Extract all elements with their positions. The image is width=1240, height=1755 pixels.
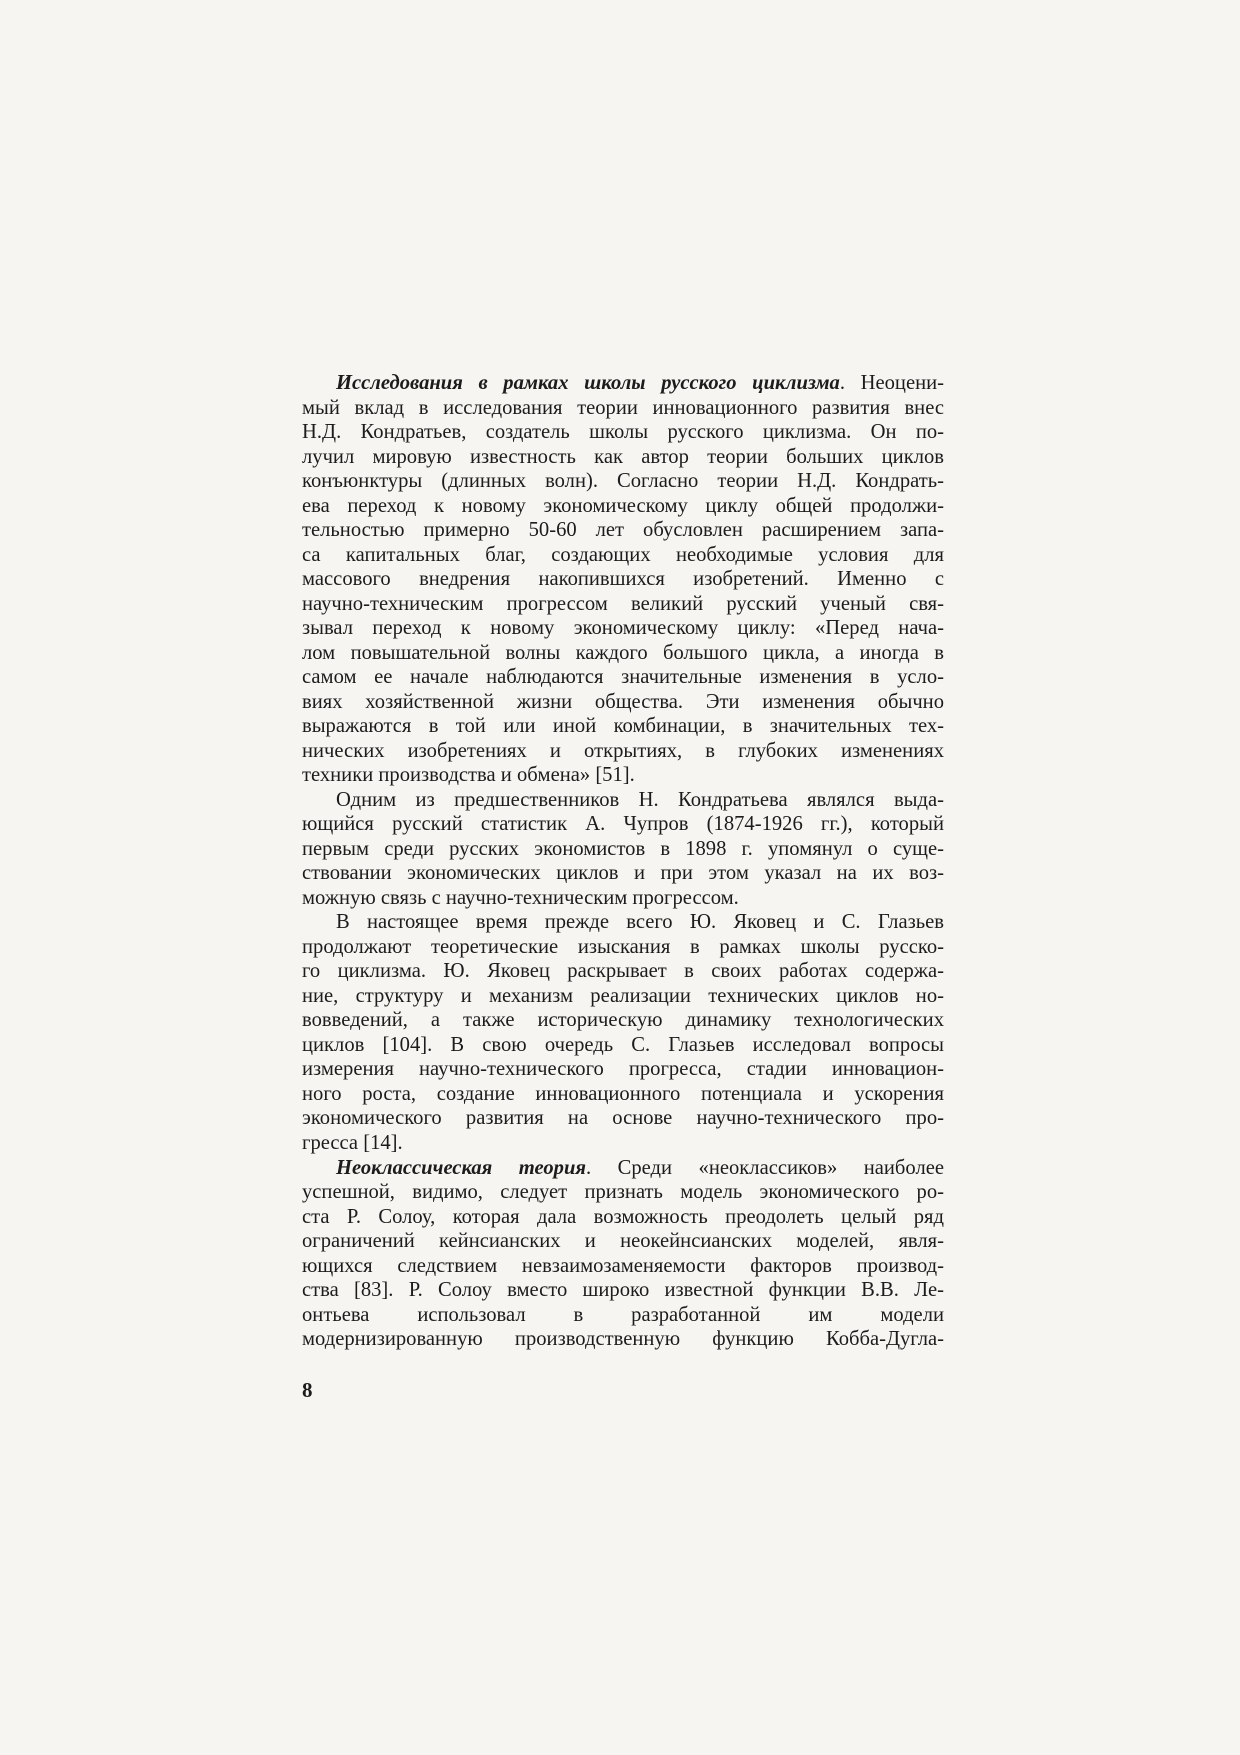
text-line: [302, 910, 944, 935]
text-line: [302, 1106, 944, 1131]
text-line: [302, 1229, 944, 1254]
section-lead-heading: Исследования в рамках школы русского циклизма: [336, 372, 840, 394]
text-segment: онтьева использовал в разработанной им модели: [302, 1303, 944, 1326]
text-line: [302, 739, 944, 764]
text-segment: виях хозяйственной жизни общества. Эти изменения обычно: [302, 690, 944, 713]
text-line: [302, 567, 944, 592]
text-line: [302, 1327, 944, 1352]
text-line: [302, 1180, 944, 1205]
text-segment: мый вклад в исследования теории инновационного развития внес: [302, 396, 944, 419]
text-line: [302, 935, 944, 960]
text-segment: измерения научно-технического прогресса, стадии инновацион-: [302, 1058, 944, 1081]
text-segment: Одним из предшественников Н. Кондратьева являлся выда-: [336, 788, 944, 811]
text-segment: ства [83]. Р. Солоу вместо широко известной функции В.В. Ле-: [302, 1279, 944, 1302]
text-line: [302, 592, 944, 617]
text-segment: лом повышательной волны каждого большого цикла, а иногда в: [302, 641, 944, 664]
text-line: [302, 371, 944, 396]
text-line: [302, 812, 944, 837]
text-segment: самом ее начале наблюдаются значительные изменения в усло-: [302, 666, 944, 689]
text-segment: циклов [104]. В свою очередь С. Глазьев исследовал вопросы: [302, 1033, 944, 1056]
body-text: [302, 371, 944, 1352]
text-line: [302, 1033, 944, 1058]
text-line: [302, 690, 944, 715]
text-segment: выражаются в той или иной комбинации, в значительных тех-: [302, 715, 944, 738]
text-segment: . Среди «неоклассиков» наиболее: [586, 1156, 944, 1179]
text-segment: ствовании экономических циклов и при этом указал на их воз-: [302, 862, 944, 885]
text-line: [302, 1008, 944, 1033]
text-segment: го циклизма. Ю. Яковец раскрывает в своих работах содержа-: [302, 960, 944, 983]
text-segment: вовведений, а также историческую динамику технологических: [302, 1009, 944, 1032]
text-line: [302, 886, 944, 911]
text-segment: продолжают теоретические изыскания в рамках школы русско-: [302, 935, 944, 958]
text-line: [302, 1131, 944, 1156]
text-segment: экономического развития на основе научно-технического про-: [302, 1107, 944, 1130]
text-segment: конъюнктуры (длинных волн). Согласно теории Н.Д. Кондрать-: [302, 470, 944, 493]
text-line: [302, 1057, 944, 1082]
text-segment: техники производства и обмена» [51].: [302, 764, 635, 787]
text-line: [302, 763, 944, 788]
text-segment: массового внедрения накопившихся изобретений. Именно с: [302, 568, 944, 591]
text-line: [302, 494, 944, 519]
page-number: 8: [302, 1378, 313, 1402]
text-segment: успешной, видимо, следует признать модель экономического ро-: [302, 1181, 944, 1204]
paragraph: [302, 1156, 944, 1352]
text-line: [302, 959, 944, 984]
text-line: [302, 1278, 944, 1303]
text-line: [302, 445, 944, 470]
text-segment: ющихся следствием невзаимозаменяемости факторов производ-: [302, 1254, 944, 1277]
text-segment: ста Р. Солоу, которая дала возможность преодолеть целый ряд: [302, 1205, 944, 1228]
text-segment: ева переход к новому экономическому циклу общей продолжи-: [302, 494, 944, 517]
text-segment: ющийся русский статистик А. Чупров (1874-1926 гг.), который: [302, 813, 944, 836]
section-lead-heading: Неоклассическая теория: [336, 1156, 587, 1179]
paragraph: [302, 910, 944, 1155]
text-segment: ние, структуру и механизм реализации технических циклов но-: [302, 984, 944, 1007]
text-line: [302, 788, 944, 813]
text-line: [302, 616, 944, 641]
text-line: [302, 861, 944, 886]
text-line: [302, 837, 944, 862]
text-line: [302, 665, 944, 690]
text-segment: можную связь с научно-техническим прогрессом.: [302, 886, 739, 909]
text-segment: ограничений кейнсианских и неокейнсианских моделей, явля-: [302, 1230, 944, 1253]
paragraph: [302, 371, 944, 788]
text-line: [302, 396, 944, 421]
text-line: [302, 984, 944, 1009]
text-segment: тельностью примерно 50-60 лет обусловлен расширением запа-: [302, 519, 944, 542]
text-segment: гресса [14].: [302, 1131, 403, 1154]
text-line: [302, 1082, 944, 1107]
text-segment: . Неоцени-: [839, 372, 944, 394]
text-segment: са капитальных благ, создающих необходимые условия для: [302, 543, 944, 566]
text-line: [302, 518, 944, 543]
text-segment: зывал переход к новому экономическому циклу: «Перед нача-: [302, 617, 944, 640]
text-line: [302, 1303, 944, 1328]
text-segment: лучил мировую известность как автор теории больших циклов: [302, 445, 944, 468]
text-segment: первым среди русских экономистов в 1898 г. упомянул о суще-: [302, 837, 944, 860]
text-line: [302, 543, 944, 568]
text-line: [302, 1156, 944, 1181]
text-line: [302, 1205, 944, 1230]
text-segment: научно-техническим прогрессом великий русский ученый свя-: [302, 592, 944, 615]
text-line: [302, 1254, 944, 1279]
text-segment: Н.Д. Кондратьев, создатель школы русского циклизма. Он по-: [302, 421, 944, 444]
text-line: [302, 420, 944, 445]
text-line: [302, 641, 944, 666]
text-line: [302, 714, 944, 739]
text-segment: В настоящее время прежде всего Ю. Яковец и С. Глазьев: [336, 911, 944, 934]
text-segment: ного роста, создание инновационного потенциала и ускорения: [302, 1082, 944, 1105]
text-segment: модернизированную производственную функцию Кобба-Дугла-: [302, 1328, 944, 1351]
text-segment: нических изобретениях и открытиях, в глубоких изменениях: [302, 739, 944, 762]
text-line: [302, 469, 944, 494]
paragraph: [302, 788, 944, 911]
